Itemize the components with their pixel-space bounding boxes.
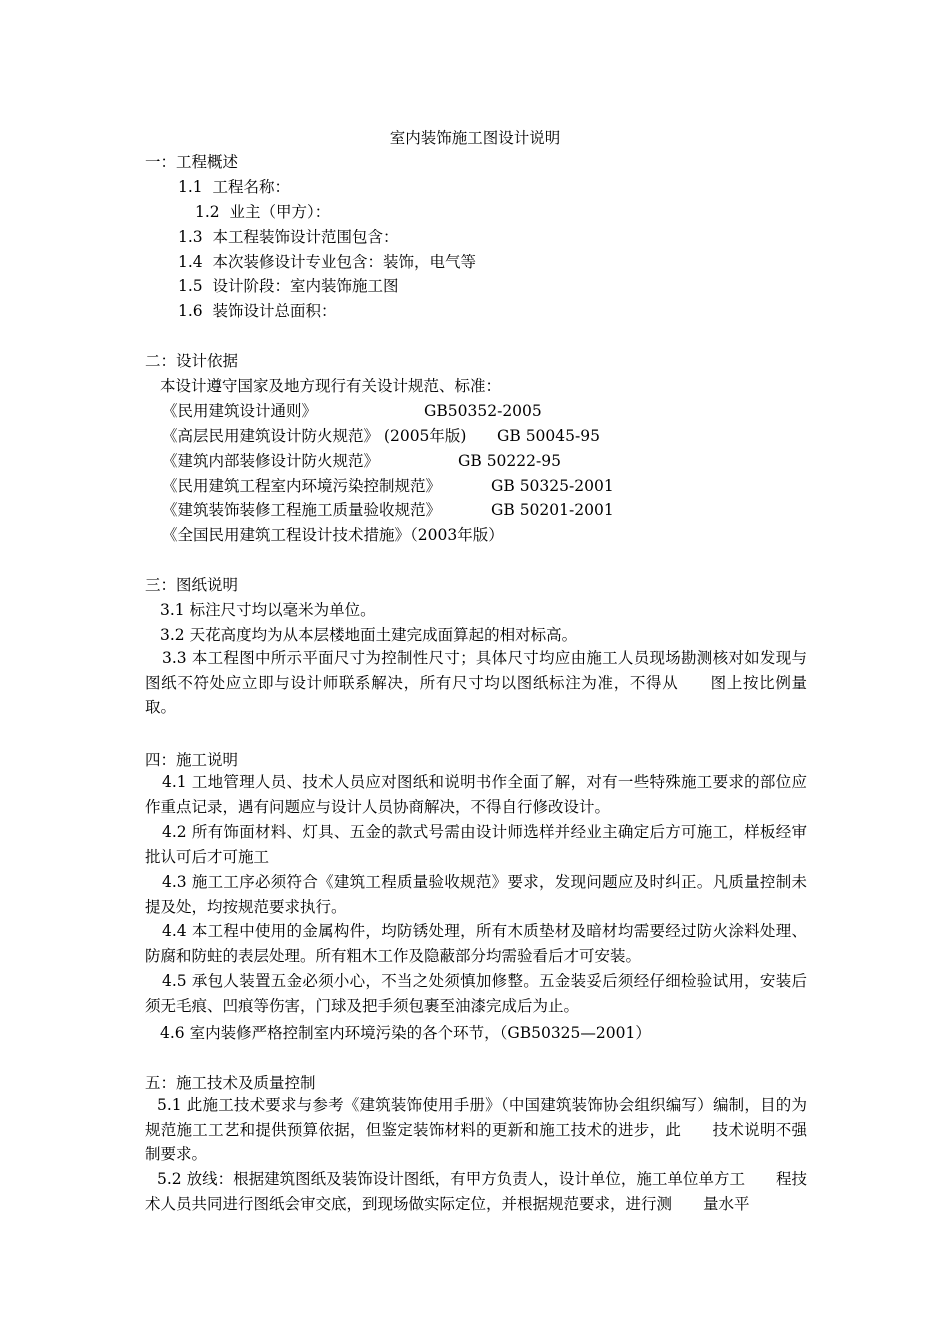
section-heading-overview: 一：工程概述 [145,153,239,171]
basis-intro: 本设计遵守国家及地方现行有关设计规范、标准： [160,377,502,395]
standard-code: GB50352-2005 [424,402,542,420]
standard-name: 《民用建筑设计通则》 [162,402,318,420]
overview-item: 1.6 装饰设计总面积： [178,302,337,320]
construction-note: 4.4 本工程中使用的金属构件，均防锈处理，所有木质垫材及暗材均需要经过防火涂料处理、防腐和防蛀的表层处理。所有粗木工作及隐蔽部分均需验看后才可安装。 [145,922,807,965]
overview-item: 1.1 工程名称： [178,178,291,196]
drawing-note: 3.2 天花高度均为从本层楼地面土建完成面算起的相对标高。 [160,626,578,644]
document-title: 室内装饰施工图设计说明 [389,129,561,147]
drawing-note: 3.3 本工程图中所示平面尺寸为控制性尺寸；具体尺寸均应由施工人员现场勘测核对如发现与图纸不符处应立即与设计师联系解决，所有尺寸均以图纸标注为准，不得从 图上按比例量取。 [145,649,807,717]
standard-name: 《建筑装饰装修工程施工质量验收规范》 [162,501,442,519]
standard-code: GB 50045-95 [497,427,600,445]
quality-note: 5.1 此施工技术要求与参考《建筑装饰使用手册》（中国建筑装饰协会组织编写）编制，目的为规范施工工艺和提供预算依据，但鉴定装饰材料的更新和施工技术的进步，此 技术说明不强制要求。 [145,1096,807,1164]
construction-note: 4.5 承包人装置五金必须小心，不当之处须慎加修整。五金装妥后须经仔细检验试用，安装后须无毛痕、凹痕等伤害，门球及把手须包裹至油漆完成后为止。 [145,972,807,1015]
standard-name: 《全国民用建筑工程设计技术措施》（2003年版） [162,526,504,544]
overview-item: 1.4 本次装修设计专业包含：装饰，电气等 [178,253,477,271]
section-heading-construction: 四：施工说明 [145,751,239,769]
quality-note: 5.2 放线：根据建筑图纸及装饰设计图纸，有甲方负责人，设计单位，施工单位单方工 程技术人员共同进行图纸会审交底，到现场做实际定位，并根据规范要求，进行测 量水平 [145,1170,807,1213]
construction-note: 4.1 工地管理人员、技术人员应对图纸和说明书作全面了解，对有一些特殊施工要求的部位应作重点记录，遇有问题应与设计人员协商解决，不得自行修改设计。 [145,773,807,816]
overview-item: 1.3 本工程装饰设计范围包含： [178,228,399,246]
standard-name: 《建筑内部装修设计防火规范》 [162,452,380,470]
drawing-note: 3.1 标注尺寸均以毫米为单位。 [160,601,376,619]
standard-name: 《民用建筑工程室内环境污染控制规范》 [162,477,442,495]
overview-item: 1.2 业主（甲方）： [195,203,331,221]
section-heading-quality: 五：施工技术及质量控制 [145,1074,316,1092]
section-heading-basis: 二：设计依据 [145,352,239,370]
standard-name: 《高层民用建筑设计防火规范》 (2005年版) [162,427,467,445]
construction-note: 4.6 室内装修严格控制室内环境污染的各个环节，（GB50325—2001） [160,1024,651,1042]
standard-code: GB 50325-2001 [491,477,614,495]
standard-code: GB 50222-95 [458,452,561,470]
standard-code: GB 50201-2001 [491,501,614,519]
overview-item: 1.5 设计阶段：室内装饰施工图 [178,277,399,295]
section-heading-drawings: 三：图纸说明 [145,576,239,594]
construction-note: 4.2 所有饰面材料、灯具、五金的款式号需由设计师选样并经业主确定后方可施工，样板经审批认可后才可施工 [145,823,807,866]
construction-note: 4.3 施工工序必须符合《建筑工程质量验收规范》要求，发现问题应及时纠正。凡质量控制未提及处，均按规范要求执行。 [145,873,807,916]
